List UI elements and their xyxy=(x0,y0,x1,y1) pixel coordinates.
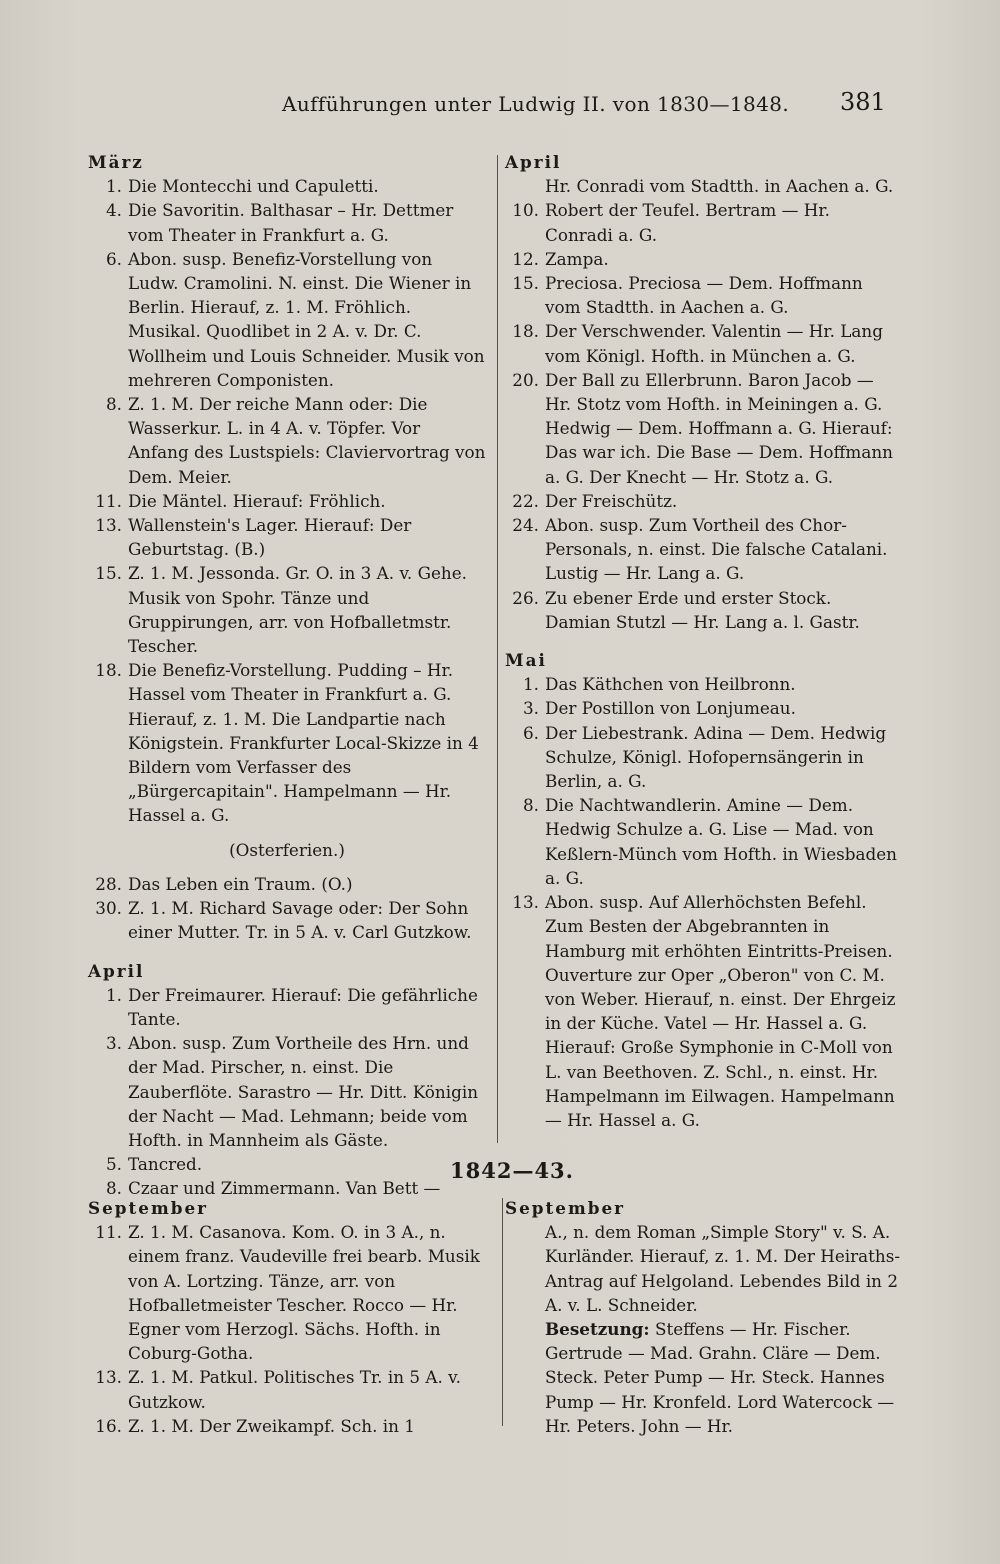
entry-text: Czaar und Zimmermann. Van Bett — xyxy=(128,1178,441,1199)
performance-entry xyxy=(88,872,486,896)
month-heading-april-cont: April xyxy=(505,152,562,172)
entry-day-number: 10. xyxy=(512,200,539,221)
performance-entry xyxy=(88,1031,486,1152)
entry-text: Tancred. xyxy=(128,1154,203,1175)
entry-text: Z. 1. M. Richard Savage oder: Der Sohn einer Mutter. Tr. in 5 A. v. Carl Gutzkow. xyxy=(128,898,472,943)
entry-day-number: 12. xyxy=(512,248,539,269)
march-entries xyxy=(88,174,486,827)
entry-day-number: 28. xyxy=(95,873,122,894)
performance-entry xyxy=(88,489,486,513)
entry-text: Abon. susp. Zum Vortheil des Chor-Personals, n. einst. Die falsche Catalani. Lustig — Hr. Lang a. G. xyxy=(545,515,888,584)
performance-entry xyxy=(505,247,900,271)
performance-entry xyxy=(88,513,486,561)
performance-entry xyxy=(505,890,900,1132)
entry-day-number: 20. xyxy=(512,369,539,390)
season-heading: 1842—43. xyxy=(450,1158,574,1183)
entry-day-number: 15. xyxy=(95,563,122,584)
month-heading-september-cont: September xyxy=(505,1198,625,1218)
performance-entry xyxy=(505,721,900,794)
entry-text: Abon. susp. Auf Allerhöchsten Befehl. Zum Besten der Abgebrannten in Hamburg mit erhöhten Eintritts-Preisen. Ouverture zur Oper „Oberon" von C. M. von Weber. Hierauf, n. einst. Der Ehrgeiz in der Küche. Vatel — Hr. Hassel a. G. Hierauf: Große Symphonie in C-Moll von L. van Beethoven. Z. Schl., n. einst. Hr. Hampelmann im Eilwagen. Hampelmann — Hr. Hassel a. G. xyxy=(545,892,896,1130)
performance-entry xyxy=(88,1365,490,1413)
entry-text: Zampa. xyxy=(545,248,609,269)
entry-day-number: 1. xyxy=(105,176,122,197)
entry-text: Abon. susp. Benefiz-Vorstellung von Ludw. Cramolini. N. einst. Die Wiener in Berlin. Hierauf, z. 1. M. Fröhlich. Musikal. Quodlibet in 2 A. v. Dr. C. Wollheim und Louis Schneider. Musik von mehreren Componisten. xyxy=(128,248,485,390)
performance-entry xyxy=(505,271,900,319)
entry-day-number: 11. xyxy=(95,490,122,511)
entry-text: Der Verschwender. Valentin — Hr. Lang vom Königl. Hofth. in München a. G. xyxy=(545,321,883,366)
entry-text: Z. 1. M. Patkul. Politisches Tr. in 5 A. v. Gutzkow. xyxy=(128,1367,461,1412)
performance-entry xyxy=(505,586,900,634)
month-heading-april: April xyxy=(88,960,145,981)
cast-label: Besetzung: xyxy=(545,1319,650,1340)
entry-text: Die Benefiz-Vorstellung. Pudding – Hr. Hassel vom Theater in Frankfurt a. G. Hierauf, z. 1. M. Die Landpartie nach Königstein. Frankfurter Local-Skizze in 4 Bildern vom Verfasser des „Bürgercapitain". Hampelmann — Hr. Hassel a. G. xyxy=(128,660,479,826)
entry-day-number: 3. xyxy=(522,698,539,719)
entry-day-number: 13. xyxy=(95,515,122,536)
entry-text: Z. 1. M. Der reiche Mann oder: Die Wasserkur. L. in 4 A. v. Töpfer. Vor Anfang des Lustspiels: Claviervortrag von Dem. Meier. xyxy=(128,394,486,487)
entry-day-number: 30. xyxy=(95,898,122,919)
entry-text: Z. 1. M. Jessonda. Gr. O. in 3 A. v. Gehe. Musik von Spohr. Tänze und Gruppirungen, arr. von Hofballetmstr. Tescher. xyxy=(128,563,468,657)
entry-day-number: 8. xyxy=(522,795,539,816)
entry-day-number: 15. xyxy=(512,273,539,294)
entry-text: Z. 1. M. Der Zweikampf. Sch. in 1 xyxy=(128,1415,415,1436)
entry-text: Robert der Teufel. Bertram — Hr. Conradi a. G. xyxy=(545,200,830,245)
right-column-bottom xyxy=(505,1196,900,1438)
performance-entry xyxy=(88,247,486,392)
entry-text: Der Ball zu Ellerbrunn. Baron Jacob — Hr. Stotz vom Hofth. in Meiningen a. G. Hedwig — Dem. Hoffmann a. G. Hierauf: Das war ich. Die Base — Dem. Hoffmann a. G. Der Knecht — Hr. Stotz a. G. xyxy=(545,369,893,487)
performance-entry xyxy=(88,198,486,246)
entry-day-number: 11. xyxy=(95,1222,122,1243)
page-number: 381 xyxy=(840,88,886,116)
entry-text: Die Mäntel. Hierauf: Fröhlich. xyxy=(128,490,386,511)
page-title: Aufführungen unter Ludwig II. von 1830—1848. xyxy=(282,92,790,116)
entry-text: Die Montecchi und Capuletti. xyxy=(128,176,379,197)
entry-day-number: 24. xyxy=(512,515,539,536)
cast-text: Steffens — Hr. Fischer. Gertrude — Mad. Grahn. Cläre — Dem. Steck. Peter Pump — Hr. Steck. Hannes Pump — Hr. Kronfeld. Lord Watercock — Hr. Peters. John — Hr. xyxy=(545,1319,895,1436)
performance-entry xyxy=(88,1414,490,1438)
entry-day-number: 8. xyxy=(105,1178,122,1199)
entry-day-number: 6. xyxy=(522,722,539,743)
performance-entry xyxy=(88,1220,490,1365)
april-entries-left xyxy=(88,983,486,1201)
entry-text: Die Nachtwandlerin. Amine — Dem. Hedwig Schulze a. G. Lise — Mad. von Keßlern-Münch vom Hofth. in Wiesbaden a. G. xyxy=(545,795,897,888)
performance-entry xyxy=(505,198,900,246)
september-entries xyxy=(88,1220,490,1438)
column-divider-bottom xyxy=(502,1198,503,1426)
performance-entry xyxy=(505,489,900,513)
entry-text: Das Leben ein Traum. (O.) xyxy=(128,873,353,894)
entry-text: Der Liebestrank. Adina — Dem. Hedwig Schulze, Königl. Hofopernsängerin in Berlin, a. G. xyxy=(545,722,887,792)
performance-entry xyxy=(505,368,900,489)
performance-entry xyxy=(88,983,486,1031)
entry-text: Wallenstein's Lager. Hierauf: Der Geburtstag. (B.) xyxy=(128,515,412,560)
performance-entry xyxy=(88,392,486,489)
performance-entry xyxy=(88,658,486,827)
performance-entry xyxy=(505,513,900,586)
month-heading-may: Mai xyxy=(505,650,547,671)
entry-day-number: 13. xyxy=(95,1367,122,1388)
entry-text: Z. 1. M. Casanova. Kom. O. in 3 A., n. einem franz. Vaudeville frei bearb. Musik von A. Lortzing. Tänze, arr. von Hofballetmeister Tescher. Rocco — Hr. Egner vom Herzogl. Sächs. Hofth. in Coburg-Gotha. xyxy=(128,1222,480,1364)
month-heading-september: September xyxy=(88,1198,208,1218)
performance-entry xyxy=(505,696,900,720)
entry-day-number: 18. xyxy=(512,321,539,342)
performance-entry xyxy=(505,672,900,696)
cast-paragraph xyxy=(505,1317,900,1438)
entry-day-number: 26. xyxy=(512,587,539,608)
easter-note: (Osterferien.) xyxy=(229,839,345,860)
running-head xyxy=(0,88,1000,122)
entry-day-number: 18. xyxy=(95,660,122,681)
performance-entry xyxy=(88,1152,486,1176)
performance-entry xyxy=(88,561,486,658)
performance-entry xyxy=(505,319,900,367)
performance-entry xyxy=(505,793,900,890)
entry-day-number: 1. xyxy=(522,674,539,695)
entry-day-number: 13. xyxy=(512,892,539,913)
entry-day-number: 3. xyxy=(105,1033,122,1054)
entry-day-number: 5. xyxy=(105,1154,122,1175)
entry-text: Der Postillon von Lonjumeau. xyxy=(545,698,796,719)
entry-day-number: 6. xyxy=(105,248,122,269)
entry-day-number: 16. xyxy=(95,1415,122,1436)
entry-text: Der Freimaurer. Hierauf: Die gefährliche Tante. xyxy=(128,984,478,1029)
march-entries-2 xyxy=(88,872,486,945)
entry-day-number: 22. xyxy=(512,490,539,511)
september-continuation: A., n. dem Roman „Simple Story" v. S. A. Kurländer. Hierauf, z. 1. M. Der Heiraths-Antrag auf Helgoland. Lebendes Bild in 2 A. v. L. Schneider. xyxy=(545,1222,900,1315)
performance-entry xyxy=(88,174,486,198)
entry-text: Der Freischütz. xyxy=(545,490,678,511)
entry-day-number: 4. xyxy=(105,200,122,221)
month-heading-march: März xyxy=(88,152,144,172)
entry-day-number: 1. xyxy=(105,984,122,1005)
entry-text: Abon. susp. Zum Vortheile des Hrn. und der Mad. Pirscher, n. einst. Die Zauberflöte. Sarastro — Hr. Ditt. Königin der Nacht — Mad. Lehmann; beide vom Hofth. in Mannheim als Gäste. xyxy=(128,1033,479,1150)
performance-entry xyxy=(88,896,486,944)
entry-text: Die Savoritin. Balthasar – Hr. Dettmer vom Theater in Frankfurt a. G. xyxy=(128,200,454,245)
left-column-bottom xyxy=(88,1196,490,1438)
right-column-top xyxy=(505,150,900,1132)
left-column-top xyxy=(88,150,486,1201)
april-entries-right xyxy=(505,198,900,634)
entry-text: Zu ebener Erde und erster Stock. Damian Stutzl — Hr. Lang a. l. Gastr. xyxy=(545,587,860,632)
entry-day-number: 8. xyxy=(105,394,122,415)
column-divider-top xyxy=(497,155,498,1143)
may-entries xyxy=(505,672,900,1132)
april-continuation: Hr. Conradi vom Stadtth. in Aachen a. G. xyxy=(545,176,894,197)
entry-text: Das Käthchen von Heilbronn. xyxy=(545,674,796,695)
entry-text: Preciosa. Preciosa — Dem. Hoffmann vom Stadtth. in Aachen a. G. xyxy=(545,273,863,318)
